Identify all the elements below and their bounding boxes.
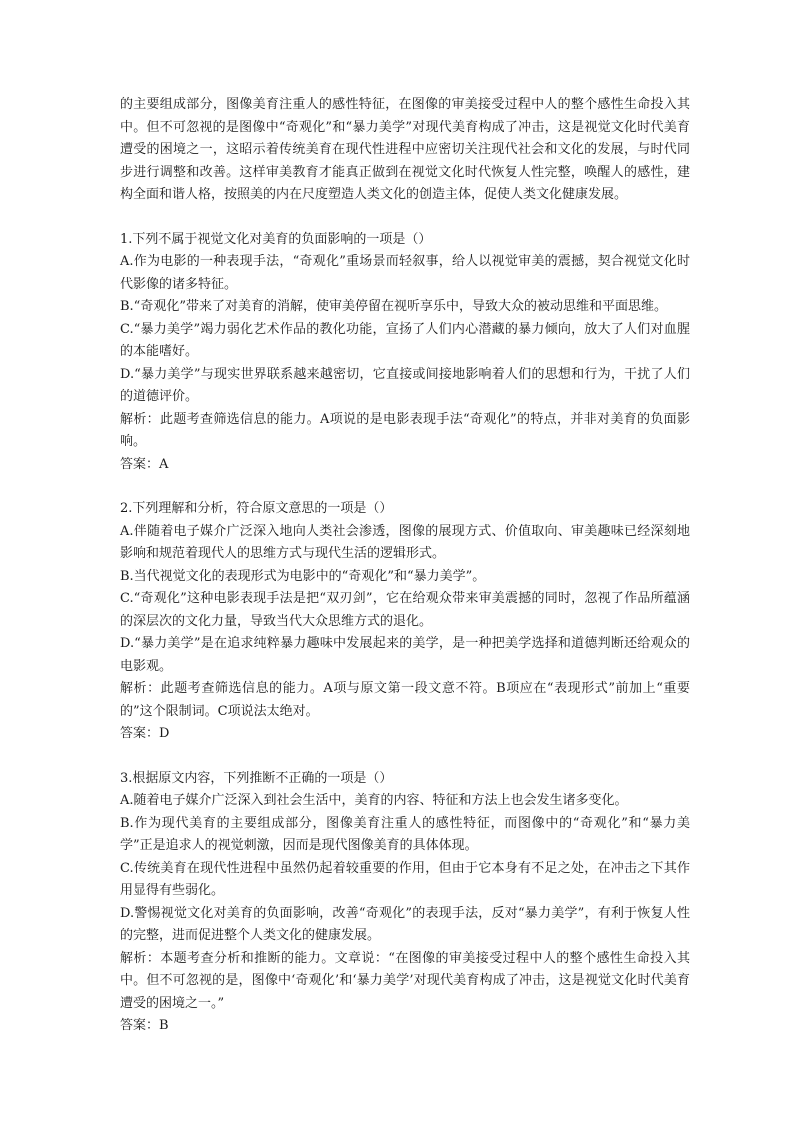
question-3 [120,768,690,1038]
option-b: B.作为现代美育的主要组成部分，图像美育注重人的感性特征，而图像中的“奇观化”和“暴力美学”正是追求人的视觉刺激，因而是现代图像美育的具体体现。 [120,815,690,853]
document-body [120,94,690,1038]
option-d: D.警惕视觉文化对美育的负面影响，改善“奇观化”的表现手法，反对“暴力美学”，有利于恢复人性的完整，进而促进整个人类文化的健康发展。 [120,905,690,943]
question-stem: 2.下列理解和分析，符合原文意思的一项是（） [120,501,393,516]
answer-text: 答案：D [120,726,170,741]
analysis-text: 解析：此题考查筛选信息的能力。A项说的是电影表现手法“奇观化”的特点，并非对美育的负面影响。 [120,411,690,449]
answer-text: 答案：A [120,456,169,472]
option-d: D.“暴力美学”与现实世界联系越来越密切，它直接或间接地影响着人们的思想和行为，干扰了人们的道德评价。 [120,366,690,404]
option-b: B.“奇观化”带来了对美育的消解，使审美停留在视听享乐中，导致大众的被动思维和平面思维。 [120,299,667,314]
option-a: A.随着电子媒介广泛深入到社会生活中，美育的内容、特征和方法上也会发生诸多变化。 [120,793,628,808]
analysis-text: 解析：此题考查筛选信息的能力。A项与原文第一段文意不符。B项应在“表现形式”前加上“重要的”这个限制词。C项说法太绝对。 [120,681,690,719]
question-stem: 1.下列不属于视觉文化对美育的负面影响的一项是（） [120,231,432,247]
intro-paragraph: 的主要组成部分，图像美育注重人的感性特征，在图像的审美接受过程中人的整个感性生命投入其中。但不可忽视的是图像中“奇观化”和“暴力美学”对现代美育构成了冲击，这是视觉文化时代美育遭受的困境之一，这昭示着传统美育在现代性进程中应密切关注现代社会和文化的发展，与时代同步进行调整和改善。这样审美教育才能真正做到在视觉文化时代恢复人性完整，唤醒人的感性，建构全面和谐人格，按照美的内在尺度塑造人类文化的创造主体，促使人类文化健康发展。 [120,97,690,202]
option-b: B.当代视觉文化的表现形式为电影中的“奇观化”和“暴力美学”。 [120,568,486,584]
option-a: A.作为电影的一种表现手法，“奇观化”重场景而轻叙事，给人以视觉审美的震撼，契合视觉文化时代影像的诸多特征。 [120,254,690,292]
option-d: D.“暴力美学”是在追求纯粹暴力趣味中发展起来的美学，是一种把美学选择和道德判断还给观众的电影观。 [120,636,690,674]
option-c: C.传统美育在现代性进程中虽然仍起着较重要的作用，但由于它本身有不足之处，在冲击之下其作用显得有些弱化。 [120,860,690,898]
option-c: C.“暴力美学”竭力弱化艺术作品的教化功能，宣扬了人们内心潜藏的暴力倾向，放大了人们对血腥的本能嗜好。 [120,321,690,359]
answer-text: 答案：B [120,1018,169,1033]
option-c: C.“奇观化”这种电影表现手法是把“双刃剑”，它在给观众带来审美震撼的同时，忽视了作品所蕴涵的深层次的文化力量，导致当代大众思维方式的退化。 [120,591,690,629]
option-a: A.伴随着电子媒介广泛深入地向人类社会渗透，图像的展现方式、价值取向、审美趣味已经深刻地影响和规范着现代人的思维方式与现代生活的逻辑形式。 [120,523,690,561]
analysis-text: 解析：本题考查分析和推断的能力。文章说：“在图像的审美接受过程中人的整个感性生命投入其中。但不可忽视的是，图像中‘奇观化’和‘暴力美学’对现代美育构成了冲击，这是视觉文化时代美育遭受的困境之一。” [120,950,690,1011]
question-stem: 3.根据原文内容，下列推断不正确的一项是（） [120,770,393,786]
question-1 [120,229,690,477]
question-2 [120,498,690,746]
